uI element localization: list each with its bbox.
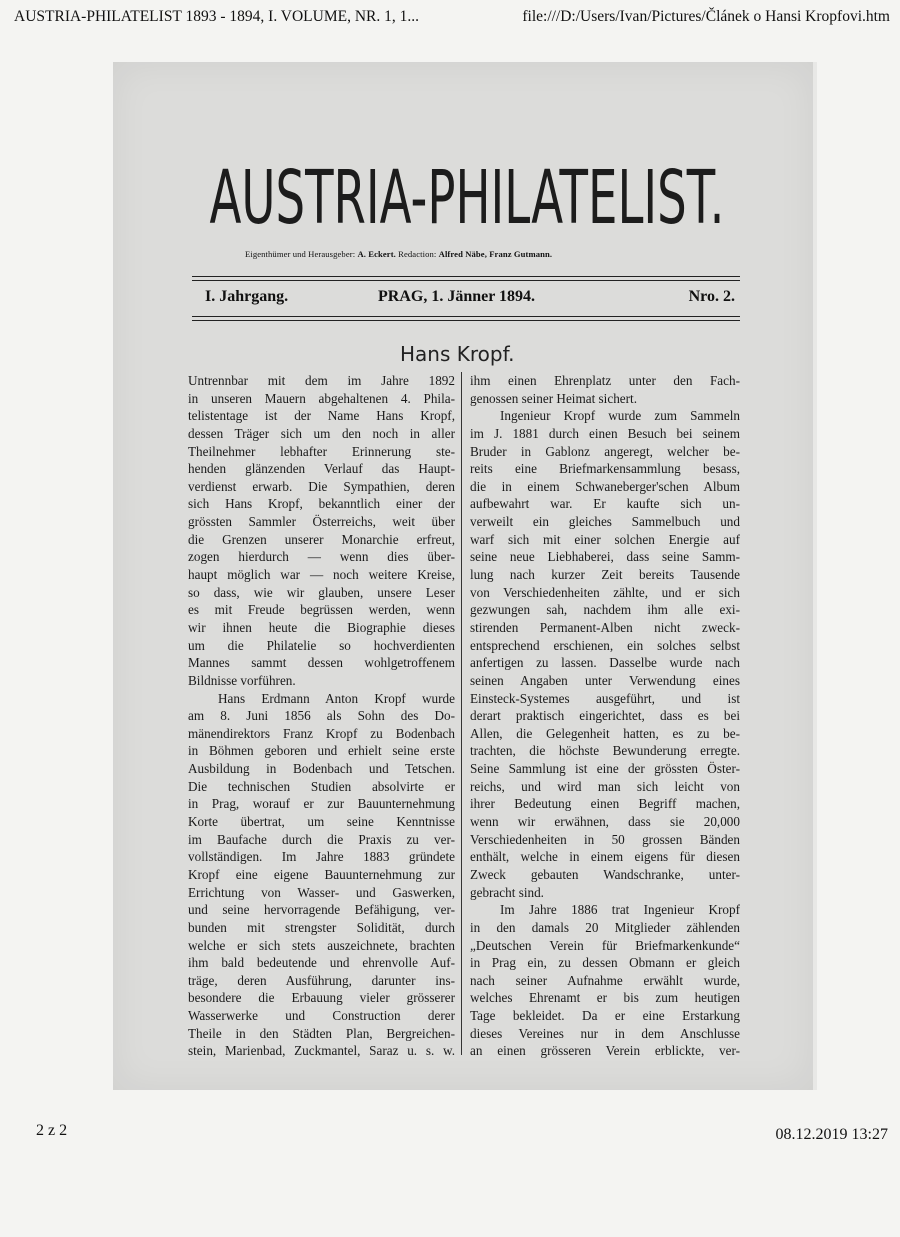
text-line: verweilt ein gleiches Sammelbuch und	[470, 514, 740, 530]
text-line: wir ihnen heute die Biographie dieses	[188, 619, 455, 635]
text-line: gezwungen sah, nachdem ihm alle exi-	[470, 602, 740, 618]
text-line: Allen, die Gelegenheit hatten, es zu be-	[470, 725, 740, 741]
text-line: Einsteck-Systemes ausgeführt, und ist	[470, 690, 740, 706]
issue-row	[205, 288, 735, 310]
text-line: derart praktisch eingerichtet, dass es bei	[470, 708, 740, 724]
text-line: Errichtung von Wasser- und Gaswerken,	[188, 884, 455, 900]
text-line: verdienst erwarb. Die Sympathien, deren	[188, 478, 455, 494]
text-line: im J. 1881 durch einen Besuch bei seinem	[470, 425, 740, 441]
text-line: Bruder in Gablonz angeregt, welcher be-	[470, 443, 740, 459]
text-line: seine neue Liebhaberei, dass seine Samm-	[470, 549, 740, 565]
article-right-column	[470, 372, 740, 1060]
text-line: „Deutschen Verein für Briefmarkenkunde“	[470, 937, 740, 953]
text-line: Hans Erdmann Anton Kropf wurde	[218, 690, 455, 706]
imprint-line	[245, 249, 685, 259]
column-divider	[461, 372, 462, 1055]
text-line: Tage bekleidet. Da er eine Erstarkung	[470, 1008, 740, 1024]
text-line: träge, deren Ausführung, darunter ins-	[188, 972, 455, 988]
text-line: entsprechend erschienen, ein solches selbst	[470, 637, 740, 653]
text-line: reits eine Briefmarkensammlung besass,	[470, 461, 740, 477]
text-line: Verschiedenheiten in 50 grossen Bänden	[470, 831, 740, 847]
text-line: um die Philatelie so hochverdienten	[188, 637, 455, 653]
text-line: telistentage ist der Name Hans Kropf,	[188, 408, 455, 424]
text-line: bunden mit strengster Solidität, durch	[188, 919, 455, 935]
imprint-owner-label: Eigenthümer und Herausgeber:	[245, 249, 356, 259]
text-line: am 8. Juni 1856 als Sohn des Do-	[188, 708, 455, 724]
text-line: in unseren Mauern abgehaltenen 4. Phila-	[188, 390, 455, 406]
text-line: und seine hervorragende Befähigung, ver-	[188, 902, 455, 918]
text-line: es mit Freude begrüssen werden, wenn	[188, 602, 455, 618]
text-line: besondere die Erbauung vieler grösserer	[188, 990, 455, 1006]
text-line: gebracht sind.	[470, 884, 544, 900]
text-line: Die technischen Studien absolvirte er	[188, 778, 455, 794]
text-line: dieses Vereines nur in dem Anschlusse	[470, 1025, 740, 1041]
text-line: stein, Marienbad, Zuckmantel, Saraz u. s. w.	[188, 1043, 455, 1059]
volume-label: I. Jahrgang.	[205, 288, 289, 305]
article-left-column	[188, 372, 455, 1060]
text-line: welches Ehrenamt er bis zum heutigen	[470, 990, 740, 1006]
text-line: genossen seiner Heimat sichert.	[470, 390, 637, 406]
print-footer-page: 2 z 2	[36, 1122, 68, 1139]
text-line: in Prag ein, zu dessen Obmann er gleich	[470, 955, 740, 971]
place-date: PRAG, 1. Jänner 1894.	[378, 288, 536, 305]
text-line: Theile in den Städten Plan, Bergreichen-	[188, 1025, 455, 1041]
text-line: Seine Sammlung ist eine der grössten Öster-	[470, 761, 740, 777]
article-title: Hans Kropf.	[400, 342, 515, 366]
issue-number: Nro. 2.	[688, 288, 735, 305]
print-footer-date: 08.12.2019 13:27	[775, 1126, 888, 1143]
imprint-redaction-label: Redaction:	[398, 249, 437, 259]
text-line: ihm einen Ehrenplatz unter den Fach-	[470, 373, 740, 388]
text-line: anfertigen zu lassen. Dasselbe wurde nach	[470, 655, 740, 671]
text-line: zogen hierdurch — wenn dies über-	[188, 549, 455, 565]
text-line: im Baufache durch die Praxis zu ver-	[188, 831, 455, 847]
text-line: Zweck gebauten Wandschranke, unter-	[470, 866, 740, 882]
masthead-title	[207, 161, 727, 231]
text-line: die Grenzen unserer Monarchie erfreut,	[188, 531, 455, 547]
text-line: Untrennbar mit dem im Jahre 1892	[188, 373, 455, 388]
text-line: in den damals 20 Mitglieder zählenden	[470, 919, 740, 935]
imprint-redaction: Alfred Näbe, Franz Gutmann.	[438, 249, 553, 259]
text-line: grössten Sammler Österreichs, weit über	[188, 514, 455, 530]
text-line: trachten, die höchste Bewunderung erregte.	[470, 743, 740, 759]
text-line: Mannes sammt dessen wohlgetroffenem	[188, 655, 455, 671]
imprint-owner: A. Eckert.	[357, 249, 396, 259]
text-line: sich Hans Kropf, bekanntlich einer der	[188, 496, 455, 512]
text-line: henden glänzenden Verlauf das Haupt-	[188, 461, 455, 477]
text-line: wenn wir erwähnen, dass sie 20,000	[470, 814, 740, 830]
scan-edge	[813, 62, 817, 1090]
print-header-path: file:///D:/Users/Ivan/Pictures/Článek o Hansi Kropfovi.htm	[522, 8, 890, 25]
top-rule-1	[192, 276, 740, 277]
text-line: Ingenieur Kropf wurde zum Sammeln	[500, 408, 740, 424]
text-line: Bildnisse vorführen.	[188, 672, 296, 688]
text-line: Ausbildung in Bodenbach und Tetschen.	[188, 761, 455, 777]
text-line: enthält, welche in einem eigens für diesen	[470, 849, 740, 865]
text-line: die in einem Schwaneberger'schen Album	[470, 478, 740, 494]
text-line: in Prag, worauf er zur Bauunternehmung	[188, 796, 455, 812]
text-line: Wasserwerke und Construction derer	[188, 1008, 455, 1024]
bottom-rule-1	[192, 316, 740, 317]
text-line: an einen grösseren Verein erblickte, ver-	[470, 1043, 740, 1059]
print-header-title: AUSTRIA-PHILATELIST 1893 - 1894, I. VOLUME, NR. 1, 1...	[14, 8, 419, 25]
text-line: Theilnehmer lebhafter Erinnerung ste-	[188, 443, 455, 459]
text-line: von Verschiedenheiten zählte, und er sich	[470, 584, 740, 600]
text-line: warf sich mit einer solchen Energie auf	[470, 531, 740, 547]
svg-text:AUSTRIA-PHILATELIST.: AUSTRIA-PHILATELIST.	[209, 161, 725, 231]
text-line: ihm bald bedeutende und ehrenvolle Auf-	[188, 955, 455, 971]
text-line: welche er sich stets auszeichnete, brachten	[188, 937, 455, 953]
bottom-rule-2	[192, 320, 740, 321]
text-line: haupt möglich war — noch weitere Kreise,	[188, 567, 455, 583]
text-line: nach seiner Aufnahme erwählt wurde,	[470, 972, 740, 988]
text-line: Korte übertrat, um seine Kenntnisse	[188, 814, 455, 830]
text-line: stirenden Permanent-Alben nicht zweck-	[470, 619, 740, 635]
top-rule-2	[192, 280, 740, 281]
text-line: lung nach kurzer Zeit bereits Tausende	[470, 567, 740, 583]
text-line: aufbewahrt war. Er kaufte sich un-	[470, 496, 740, 512]
text-line: Im Jahre 1886 trat Ingenieur Kropf	[500, 902, 740, 918]
text-line: ihrer Bedeutung einen Begriff machen,	[470, 796, 740, 812]
text-line: so dass, wie wir glauben, unsere Leser	[188, 584, 455, 600]
text-line: in Böhmen geboren und erhielt seine erste	[188, 743, 455, 759]
text-line: reichs, und wird man sich leicht von	[470, 778, 740, 794]
text-line: mänendirektors Franz Kropf zu Bodenbach	[188, 725, 455, 741]
text-line: seinen Angaben unter Verwendung eines	[470, 672, 740, 688]
text-line: Kropf eine eigene Bauunternehmung zur	[188, 866, 455, 882]
text-line: vollständigen. Im Jahre 1883 gründete	[188, 849, 455, 865]
text-line: dessen Träger sich um den noch in aller	[188, 425, 455, 441]
